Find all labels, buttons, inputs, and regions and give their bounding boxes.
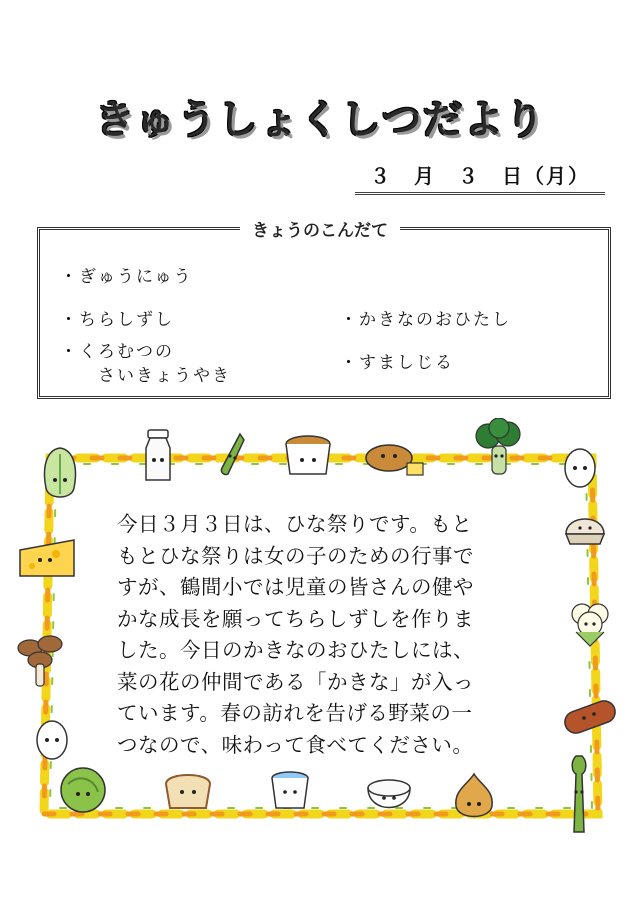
cabbage-icon xyxy=(54,764,112,816)
story-line: 菜の花の仲間である「かきな」が入っ xyxy=(117,669,474,694)
story-text xyxy=(117,509,517,761)
story-line: もとひな祭りは女の子のための行事で xyxy=(117,543,474,568)
story-line: すが、鶴間小では児童の皆さんの健や xyxy=(117,575,474,599)
menu-item-saikyoyaki: さいきょうやき xyxy=(98,366,231,386)
natto-icon xyxy=(282,430,334,480)
cauliflower-icon xyxy=(566,598,614,650)
butter-icon xyxy=(406,462,424,476)
page-title: きゅうしょくしつだより xyxy=(94,97,546,143)
broccoli-icon xyxy=(472,418,526,480)
egg-icon xyxy=(32,716,72,764)
story-line: つなので、味わって食べてください。 xyxy=(117,732,474,757)
menu-item-chirashizushi: ・ちらしずし xyxy=(60,310,174,330)
story-line: ています。春の訪れを告げる野菜の一 xyxy=(117,701,473,725)
toast-icon xyxy=(160,768,216,814)
mushroom-icon xyxy=(12,634,74,692)
egg-icon xyxy=(560,444,600,492)
asparagus-icon xyxy=(562,752,596,838)
story-line: した。今日のかきなのおひたしには、 xyxy=(117,638,474,662)
yogurt-icon xyxy=(268,768,312,816)
story-line: かな成長を願ってちらしずしを作りま xyxy=(117,606,474,631)
rice-bowl-icon xyxy=(364,774,414,818)
menu-item-kuromutsu: ・くろむつの xyxy=(60,342,174,362)
sausage-icon xyxy=(560,694,620,740)
menu-heading: きょうのこんだて xyxy=(240,216,400,241)
milk-bottle-icon xyxy=(138,428,178,486)
onion-icon xyxy=(450,772,498,826)
cheese-icon xyxy=(16,534,78,584)
okra-icon xyxy=(214,430,248,478)
menu-item-sumashijiru: ・すましじる xyxy=(340,353,454,373)
menu-item-milk: ・ぎゅうにゅう xyxy=(60,267,193,287)
menu-item-kakina-ohitashi: ・かきなのおひたし xyxy=(340,310,511,330)
chinese-cabbage-icon xyxy=(36,444,84,508)
date-line: ３ 月 ３ 日（月） xyxy=(355,160,605,195)
clam-icon xyxy=(562,508,608,550)
story-line: 今日３月３日は、ひな祭りです。もと xyxy=(117,512,473,536)
